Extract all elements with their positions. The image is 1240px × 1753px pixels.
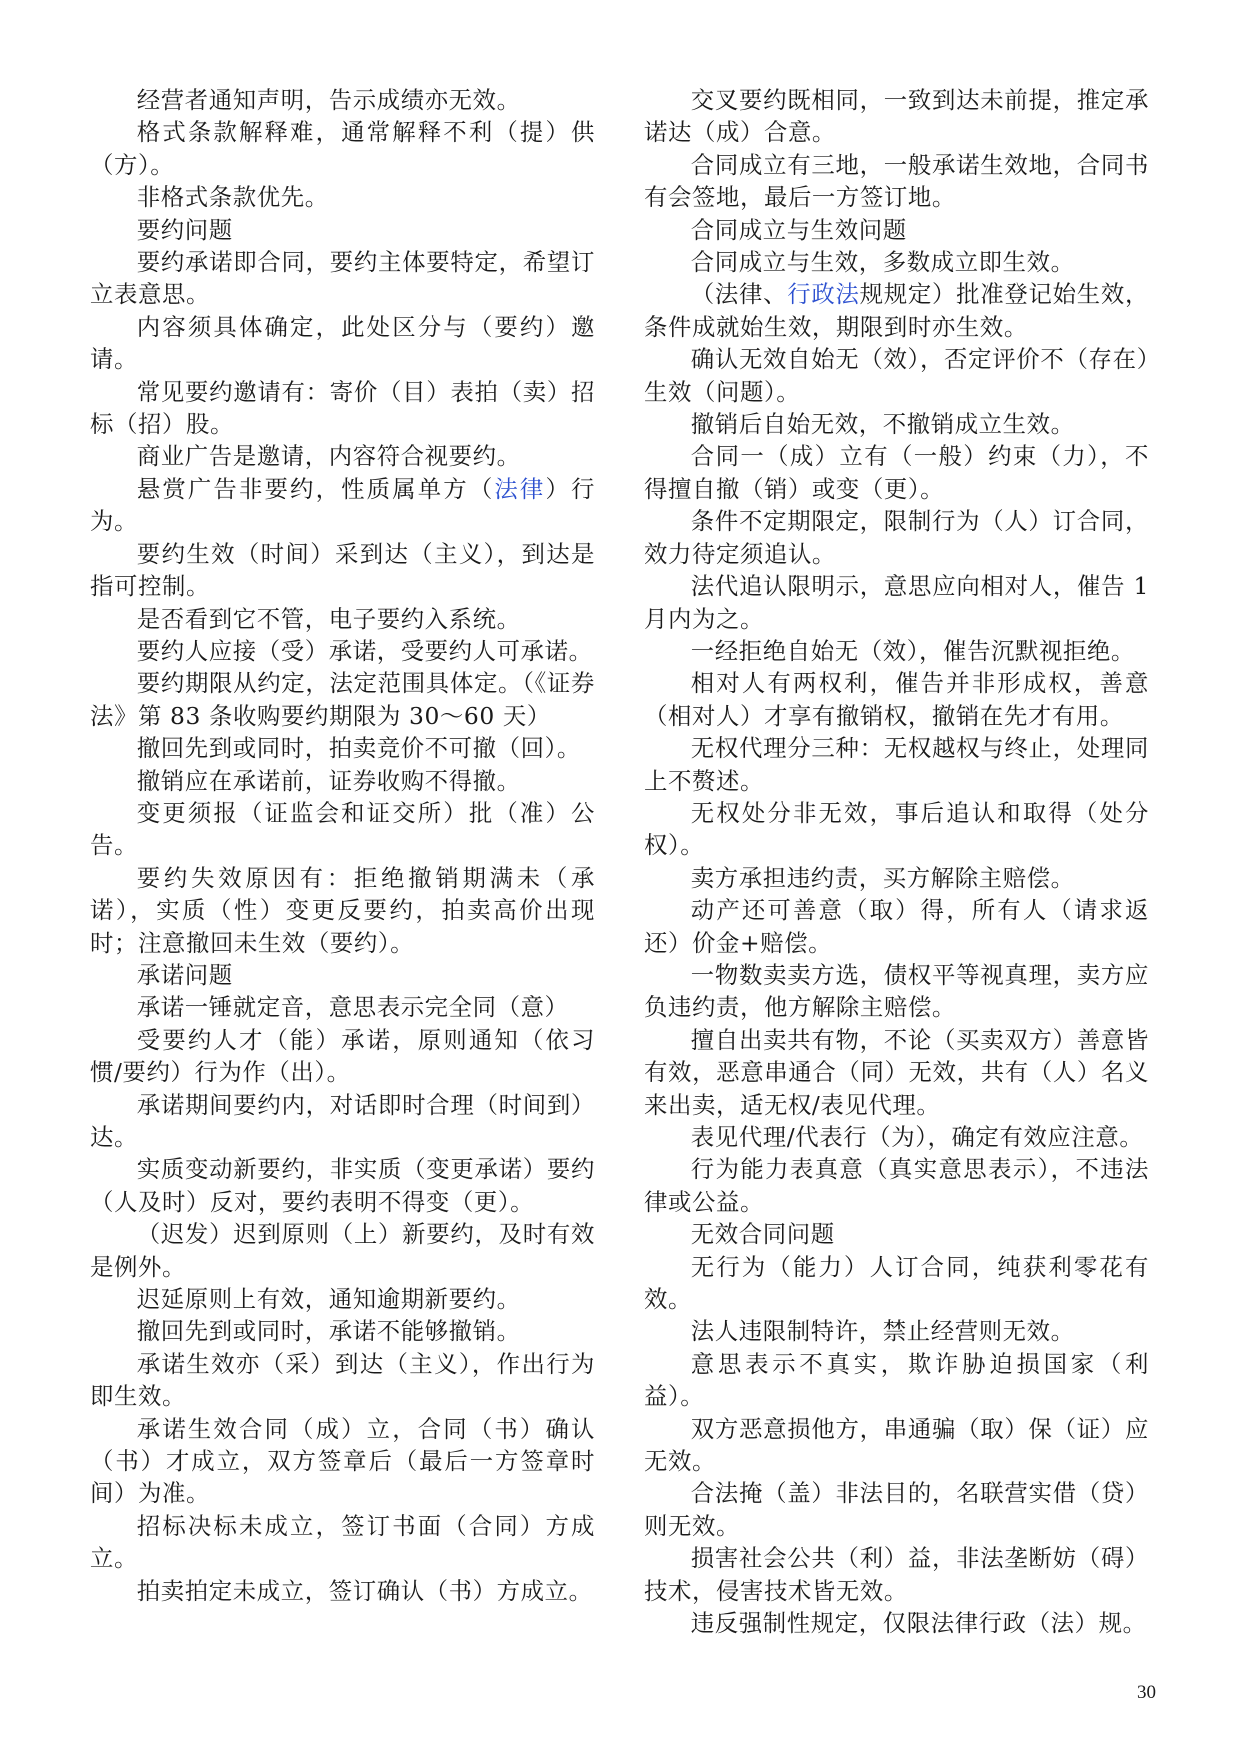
paragraph: （迟发）迟到原则（上）新要约，及时有效是例外。 [90, 1220, 595, 1281]
paragraph: 撤回先到或同时，承诺不能够撤销。 [136, 1317, 521, 1346]
administrative-law-link[interactable]: 行政法 [787, 280, 860, 309]
paragraph: 撤回先到或同时，拍卖竞价不可撤（回）。 [136, 734, 581, 763]
paragraph: 确认无效自始无（效），否定评价不（存在）生效（问题）。 [644, 345, 1149, 406]
paragraph: 承诺生效亦（采）到达（主义），作出行为即生效。 [90, 1349, 595, 1411]
paragraph: 要约人应接（受）承诺，受要约人可承诺。 [136, 636, 593, 665]
paragraph: 意思表示不真实，欺诈胁迫损国家（利益）。 [644, 1349, 1149, 1411]
paragraph [644, 278, 1149, 343]
paragraph: 经营者通知声明，告示成绩亦无效。 [136, 86, 521, 114]
section-heading: 合同成立与生效问题 [690, 215, 907, 244]
section-heading: 承诺问题 [136, 960, 233, 989]
left-column [90, 84, 595, 1607]
paragraph: 无行为（能力）人订合同，纯获利零花有效。 [644, 1252, 1149, 1314]
paragraph: 迟延原则上有效，通知逾期新要约。 [136, 1285, 521, 1314]
page-number: 30 [1137, 1682, 1156, 1703]
paragraph: 无权处分非无效，事后追认和取得（处分权）。 [644, 798, 1149, 860]
paragraph: 表见代理/代表行（为），确定有效应注意。 [690, 1123, 1144, 1151]
paragraph [90, 473, 595, 538]
section-heading: 无效合同问题 [690, 1220, 835, 1249]
paragraph: 条件不定期限定，限制行为（人）订合同，效力待定须追认。 [644, 507, 1149, 568]
paragraph: 承诺一锤就定音，意思表示完全同（意） [136, 993, 569, 1022]
section-heading: 要约问题 [136, 215, 233, 244]
paragraph: 相对人有两权利，催告并非形成权，善意（相对人）才享有撤销权，撤销在先才有用。 [644, 669, 1149, 730]
paragraph: 是否看到它不管，电子要约入系统。 [136, 604, 521, 633]
paragraph: 商业广告是邀请，内容符合视要约。 [136, 442, 521, 471]
paragraph: 撤销应在承诺前，证券收购不得撤。 [136, 766, 521, 795]
paragraph: 合同一（成）立有（一般）约束（力），不得擅自撤（销）或变（更）。 [644, 442, 1149, 503]
paragraph: 法代追认限明示，意思应向相对人，催告 1 月内为之。 [644, 572, 1149, 633]
paragraph: 要约承诺即合同，要约主体要特定，希望订立表意思。 [90, 248, 595, 309]
paragraph: 损害社会公共（利）益，非法垄断妨（碍）技术，侵害技术皆无效。 [644, 1544, 1149, 1605]
paragraph: 撤销后自始无效，不撤销成立生效。 [690, 410, 1075, 439]
paragraph: 合法掩（盖）非法目的，名联营实借（贷）则无效。 [644, 1479, 1149, 1540]
paragraph: 拍卖拍定未成立，签订确认（书）方成立。 [136, 1576, 593, 1605]
paragraph: 一物数卖卖方选，债权平等视真理，卖方应负违约责，他方解除主赔偿。 [644, 960, 1149, 1022]
paragraph-text: 悬赏广告非要约，性质属单方（ [136, 474, 495, 503]
paragraph: 承诺期间要约内，对话即时合理（时间到）达。 [90, 1090, 595, 1151]
paragraph: 法人违限制特许，禁止经营则无效。 [690, 1317, 1075, 1346]
paragraph: 双方恶意损他方，串通骗（取）保（证）应无效。 [644, 1414, 1149, 1476]
paragraph-text: 规规定）批准登记始生效，条件成就始生效，期限到时亦生效。 [644, 280, 1150, 341]
paragraph: 实质变动新要约，非实质（变更承诺）要约（人及时）反对，要约表明不得变（更）。 [90, 1155, 595, 1216]
paragraph: 格式条款解释难，通常解释不利（提）供（方）。 [90, 118, 595, 179]
paragraph: 内容须具体确定，此处区分与（要约）邀请。 [90, 312, 595, 374]
paragraph: 擅自出卖共有物，不论（买卖双方）善意皆有效，恶意串通合（同）无效，共有（人）名义来出卖，适无权/表见代理。 [644, 1025, 1149, 1119]
paragraph: 变更须报（证监会和证交所）批（准）公告。 [90, 798, 595, 860]
paragraph: 无权代理分三种：无权越权与终止，处理同上不赘述。 [644, 734, 1149, 795]
paragraph: 招标决标未成立，签订书面（合同）方成立。 [90, 1511, 595, 1573]
law-link[interactable]: 法律 [494, 474, 546, 503]
paragraph: 要约生效（时间）采到达（主义），到达是指可控制。 [90, 539, 595, 601]
paragraph: 行为能力表真意（真实意思表示），不违法律或公益。 [644, 1155, 1149, 1216]
paragraph: 交叉要约既相同，一致到达未前提，推定承诺达（成）合意。 [644, 86, 1149, 147]
paragraph: 违反强制性规定，仅限法律行政（法）规。 [690, 1609, 1147, 1638]
paragraph-text: （法律、 [690, 280, 788, 309]
paragraph-text: ）行为。 [90, 474, 596, 536]
paragraph: 合同成立与生效，多数成立即生效。 [690, 248, 1075, 277]
right-column [644, 84, 1149, 1640]
paragraph: 承诺生效合同（成）立，合同（书）确认（书）才成立，双方签章后（最后一方签章时间）为准。 [90, 1414, 595, 1508]
paragraph: 要约期限从约定，法定范围具体定。（《证券法》第 83 条收购要约期限为 30～60 天） [90, 669, 595, 730]
paragraph: 常见要约邀请有：寄价（目）表拍（卖）招标（招）股。 [90, 377, 595, 439]
paragraph: 卖方承担违约责，买方解除主赔偿。 [690, 863, 1075, 892]
paragraph: 动产还可善意（取）得，所有人（请求返还）价金+赔偿。 [644, 896, 1149, 957]
paragraph: 合同成立有三地，一般承诺生效地，合同书有会签地，最后一方签订地。 [644, 150, 1149, 212]
paragraph: 受要约人才（能）承诺，原则通知（依习惯/要约）行为作（出）。 [90, 1025, 595, 1087]
paragraph: 非格式条款优先。 [136, 183, 329, 212]
paragraph: 一经拒绝自始无（效），催告沉默视拒绝。 [690, 636, 1135, 665]
paragraph: 要约失效原因有：拒绝撤销期满未（承诺），实质（性）变更反要约，拍卖高价出现时；注意撤回未生效（要约）。 [90, 863, 595, 957]
